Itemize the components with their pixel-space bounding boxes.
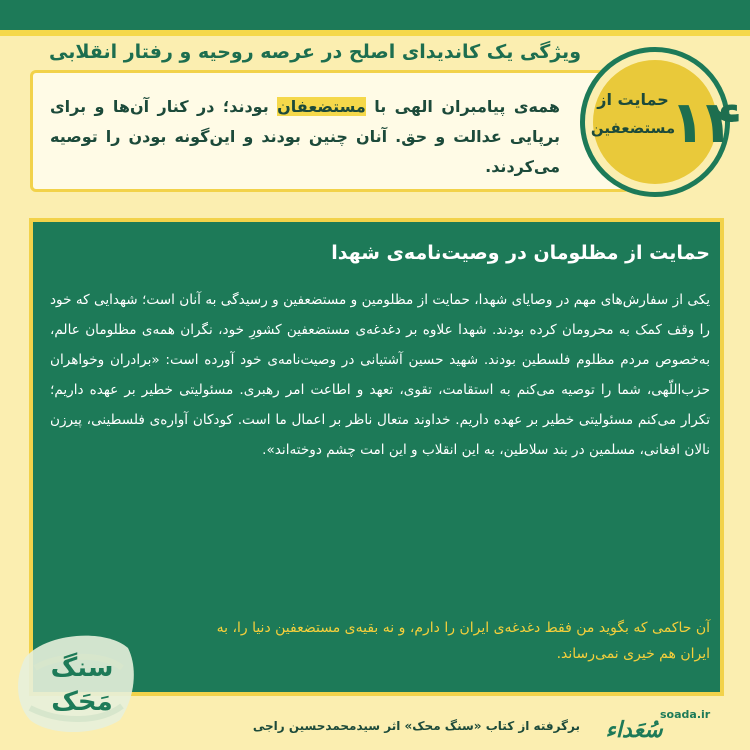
top-accent-line <box>0 30 750 36</box>
intro-highlight: مستضعفان <box>277 97 366 116</box>
badge-title-line1: حمایت از <box>597 90 669 109</box>
header-title: ویژگی یک کاندیدای اصلح در عرصه روحیه و رفتار انقلابی <box>48 41 582 63</box>
badge-title-line2: مستضعفین <box>590 119 676 137</box>
intro-text <box>50 92 560 182</box>
logo-text-line2: مَحَک <box>51 687 113 717</box>
badge-number: ۱۴ <box>670 88 741 156</box>
footer-brand-logo: سُعَداء <box>605 718 663 743</box>
intro-text-before: همه‌ی پیامبران الهی با <box>365 97 561 116</box>
top-band <box>0 0 750 30</box>
footer-url: soada.ir <box>660 708 711 721</box>
logo-text-line1: سنگ <box>50 653 114 683</box>
main-quote: آن حاکمی که بگوید من فقط دغدغه‌ی ایران را دارم، و نه بقیه‌ی مستضعفین دنیا را، به ایران هم خیری نمی‌رساند. <box>216 620 710 662</box>
main-title: حمایت از مظلومان در وصیت‌نامه‌ی شهدا <box>331 242 710 264</box>
footer-source-text: برگرفته از کتاب «سنگ محک» اثر سیدمحمدحسین راجی <box>252 719 580 733</box>
intro-text-after: بودند؛ در کنار آن‌ها و برای برپایی عدالت و حق. آنان چنین بودند و این‌گونه بودن را توصیه می‌کردند. <box>50 97 560 176</box>
main-body-text: یکی از سفارش‌های مهم در وصایای شهدا، حمایت از مظلومین و مستضعفین و رسیدگی به آنان است؛ شهدایی که خود را وقف کمک به محرومان کرده بودند. شهدا علاوه بر دغدغه‌ی مستضعفین کشورِ خود، نگران همه‌ی مظلومان عالم، به‌خصوص مردم مظلوم فلسطین بودند. شهید حسین آشتیانی در وصیت‌نامه‌ی خود آورده است: «برادران وخواهران حزب‌اللّهی، شما را توصیه می‌کنم به استقامت، تقوی، تعهد و اطاعت امر رهبری. مسئولیتی خطیر بر عهده داریم؛ تکرار می‌کنم مسئولیتی خطیر بر عهده داریم. خداوند متعال ناظر بر اعمال ما است. کودکان آواره‌ی فلسطینی، پیرزن نالان افغانی، مسلمین در بند سلاطین، به این انقلاب و این امت چشم دوخته‌اند». <box>50 292 710 458</box>
